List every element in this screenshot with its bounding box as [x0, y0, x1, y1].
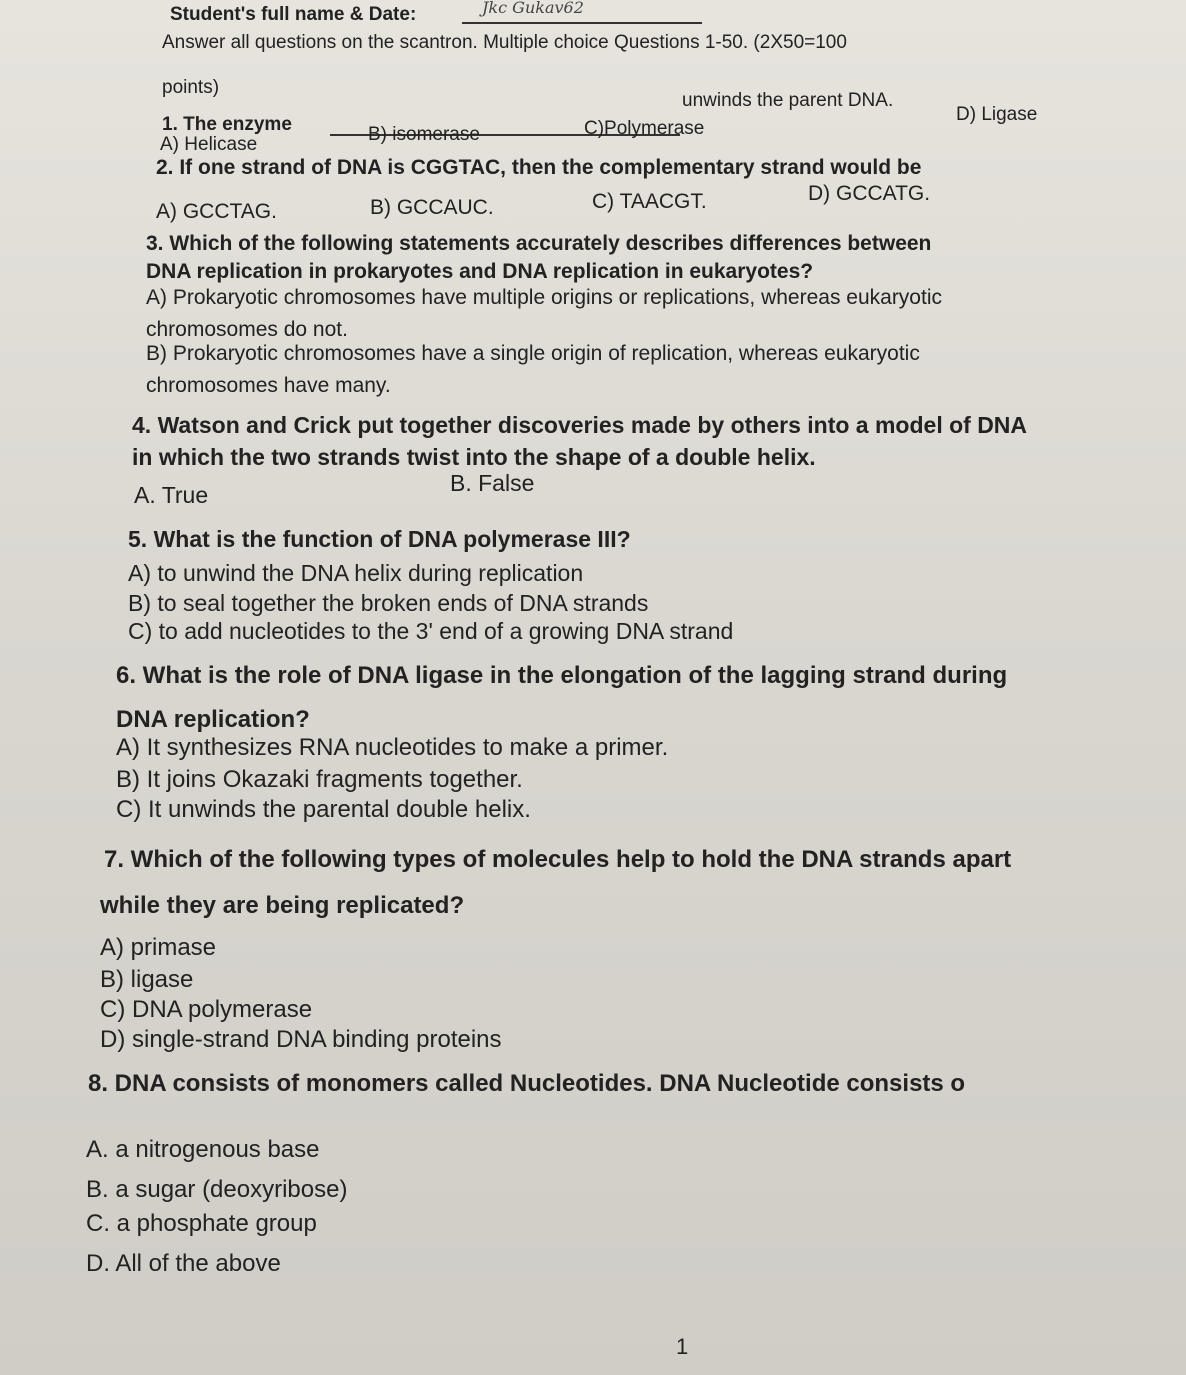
q5-option-c: C) to add nucleotides to the 3' end of a growing DNA strand — [128, 618, 734, 644]
q4-stem-line-2: in which the two strands twist into the shape of a double helix. — [132, 444, 816, 470]
q3-stem-line-1: 3. Which of the following statements accurately describes differences between — [146, 232, 932, 255]
q3-option-b-line-2: chromosomes have many. — [146, 374, 391, 397]
q8-option-c: C. a phosphate group — [86, 1210, 317, 1237]
q4-option-b: B. False — [450, 470, 535, 496]
q7-stem-line-1: 7. Which of the following types of molecules help to hold the DNA strands apart — [104, 846, 1012, 873]
q3-option-a-line-1: A) Prokaryotic chromosomes have multiple origins or replications, whereas eukaryotic — [146, 286, 942, 309]
instructions-line-1: Answer all questions on the scantron. Multiple choice Questions 1-50. (2X50=100 — [162, 32, 847, 53]
instructions-line-2: points) — [162, 77, 220, 98]
q1-stem-end: unwinds the parent DNA. — [682, 90, 894, 111]
q1-option-c: C)Polymerase — [584, 118, 705, 139]
q7-option-c: C) DNA polymerase — [100, 996, 313, 1023]
q2-option-d: D) GCCATG. — [808, 182, 931, 205]
q6-option-a: A) It synthesizes RNA nucleotides to make a primer. — [116, 734, 669, 761]
q3-stem-line-2: DNA replication in prokaryotes and DNA replication in eukaryotes? — [146, 260, 814, 283]
name-label: Student's full name & Date: — [170, 4, 417, 25]
q6-stem-line-2: DNA replication? — [116, 706, 310, 733]
q8-option-d: D. All of the above — [86, 1250, 281, 1277]
signature-line — [462, 2, 702, 24]
q4-stem-line-1: 4. Watson and Crick put together discoveries made by others into a model of DNA — [132, 412, 1028, 438]
q7-option-b: B) ligase — [100, 966, 194, 993]
q7-option-a: A) primase — [100, 934, 217, 961]
q5-option-b: B) to seal together the broken ends of DNA strands — [128, 590, 649, 616]
q1-stem-start: 1. The enzyme — [162, 114, 292, 135]
q4-option-a: A. True — [134, 482, 209, 508]
q2-option-c: C) TAACGT. — [592, 190, 707, 213]
q6-stem-line-1: 6. What is the role of DNA ligase in the elongation of the lagging strand during — [116, 662, 1008, 689]
q8-option-a: A. a nitrogenous base — [86, 1136, 320, 1163]
q6-option-b: B) It joins Okazaki fragments together. — [116, 766, 523, 793]
q3-option-a-line-2: chromosomes do not. — [146, 318, 348, 341]
q2-option-b: B) GCCAUC. — [370, 196, 494, 219]
page-number: 1 — [676, 1334, 689, 1359]
handwritten-signature: Jkc Gukav62 — [482, 0, 584, 17]
q7-option-d: D) single-strand DNA binding proteins — [100, 1026, 502, 1053]
q7-stem-line-2: while they are being replicated? — [100, 892, 465, 919]
q1-option-b: B) isomerase — [368, 124, 480, 145]
q2-stem: 2. If one strand of DNA is CGGTAC, then the complementary strand would be — [156, 156, 922, 179]
q5-stem: 5. What is the function of DNA polymerase III? — [128, 526, 631, 552]
q1-option-a: A) Helicase — [160, 134, 258, 155]
q6-option-c: C) It unwinds the parental double helix. — [116, 796, 531, 823]
q3-option-b-line-1: B) Prokaryotic chromosomes have a single origin of replication, whereas eukaryotic — [146, 342, 920, 365]
q8-stem: 8. DNA consists of monomers called Nucleotides. DNA Nucleotide consists o — [88, 1070, 966, 1097]
q1-option-d: D) Ligase — [956, 104, 1038, 125]
q5-option-a: A) to unwind the DNA helix during replication — [128, 560, 584, 586]
q2-option-a: A) GCCTAG. — [156, 200, 277, 223]
q8-option-b: B. a sugar (deoxyribose) — [86, 1176, 348, 1203]
